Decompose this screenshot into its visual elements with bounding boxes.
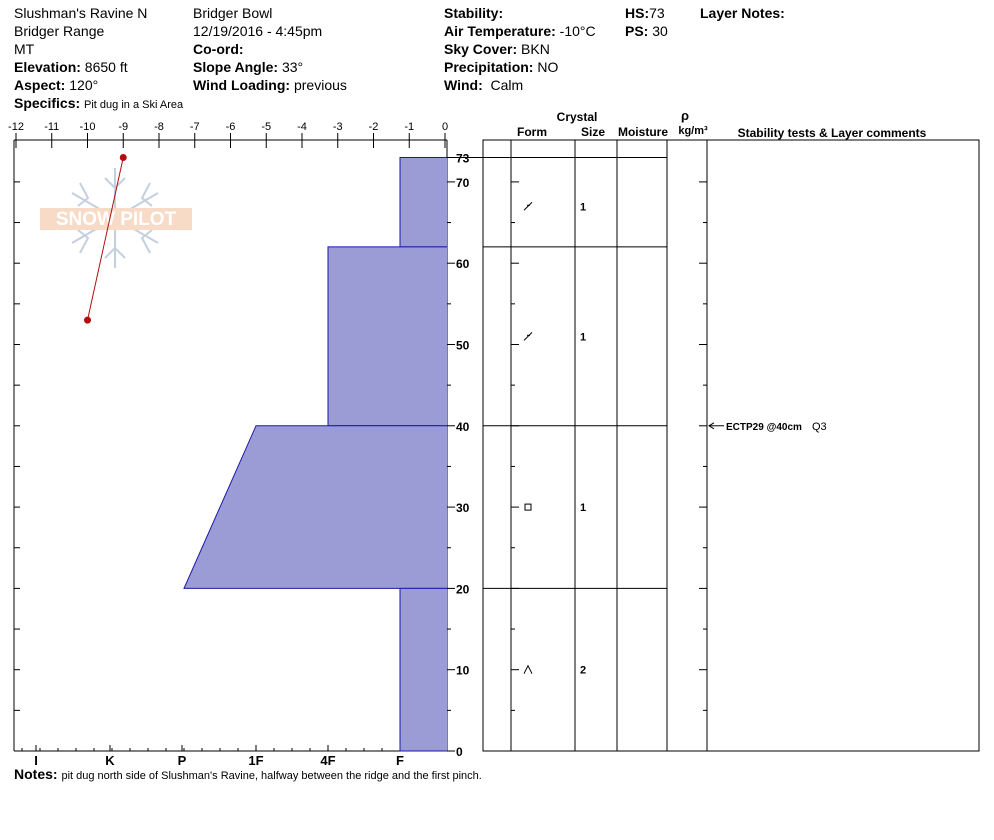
- ps-label: PS:: [625, 23, 649, 39]
- wind-value: Calm: [490, 77, 524, 93]
- hardness-tick-label: F: [396, 753, 404, 768]
- air-temp-value: -10°C: [559, 23, 596, 39]
- hardness-tick-label: I: [34, 753, 38, 768]
- temperature-point: [84, 317, 91, 324]
- temp-tick-label: -12: [8, 121, 24, 133]
- notes-label: Notes:: [14, 766, 58, 782]
- temp-tick-label: -2: [368, 121, 379, 133]
- layer-form-faceted-crystals: [525, 504, 531, 510]
- state: MT: [14, 41, 35, 57]
- temperature-line: [88, 158, 124, 321]
- hs-value: 73: [649, 5, 665, 21]
- temp-tick-label: -3: [332, 121, 343, 133]
- depth-tick-label: 60: [456, 257, 470, 272]
- moisture-header: Moisture: [617, 125, 669, 139]
- sky-value: BKN: [521, 41, 550, 57]
- depth-tick-label: 73: [456, 151, 470, 166]
- wind-label: Wind:: [444, 77, 483, 93]
- temp-tick-label: -5: [261, 121, 272, 133]
- test-quality: Q3: [812, 420, 827, 433]
- area: Bridger Bowl: [193, 5, 273, 21]
- temp-tick-label: -7: [189, 121, 200, 133]
- temp-tick-label: -9: [118, 121, 129, 133]
- precip-value: NO: [537, 59, 559, 75]
- layer-size: 1: [580, 331, 587, 344]
- rho-header: ρ: [680, 108, 690, 123]
- coord-label: Co-ord:: [193, 41, 244, 57]
- hardness-layer: [400, 158, 447, 247]
- form-slash: [524, 332, 532, 340]
- form-caret: [524, 666, 532, 674]
- crystal-header: Crystal: [556, 110, 598, 124]
- temp-tick-label: 0: [441, 121, 449, 133]
- temp-tick-label: -1: [404, 121, 415, 133]
- layer-size: 2: [580, 664, 587, 677]
- layer-size: 1: [580, 502, 587, 515]
- temp-tick-label: -11: [44, 121, 60, 133]
- hardness-layer: [328, 247, 447, 426]
- hardness-tick-label: 4F: [320, 753, 336, 768]
- temp-tick-label: -10: [79, 121, 96, 133]
- wind-loading-label: Wind Loading:: [193, 77, 291, 93]
- mountain-range: Bridger Range: [14, 23, 105, 39]
- comments-header: Stability tests & Layer comments: [737, 126, 927, 140]
- form-slash: [524, 202, 532, 210]
- size-header: Size: [580, 125, 606, 139]
- depth-tick-label: 0: [456, 745, 463, 759]
- stability-label: Stability:: [444, 5, 504, 21]
- hardness-layer: [184, 426, 447, 589]
- slope-value: 33°: [281, 59, 304, 75]
- depth-tick-label: 10: [456, 663, 470, 678]
- temperature-point: [120, 154, 127, 161]
- temp-tick-label: -8: [154, 121, 164, 133]
- form-square: [525, 504, 531, 510]
- depth-tick-label: 20: [456, 582, 470, 597]
- logo-text: SNOW PILOT: [55, 209, 177, 230]
- depth-tick-label: 40: [456, 419, 470, 434]
- depth-tick-label: 70: [456, 175, 470, 190]
- specifics-value: Pit dug in a Ski Area: [84, 99, 184, 111]
- layer-notes-label: Layer Notes:: [700, 5, 785, 21]
- hardness-layer: [400, 588, 447, 751]
- depth-tick-label: 30: [456, 501, 470, 516]
- hardness-profile: [184, 158, 447, 752]
- layer-form-decomposing-fragments: [524, 332, 532, 340]
- temp-tick-label: -6: [225, 121, 236, 133]
- density-unit-header: kg/m³: [678, 125, 708, 137]
- hardness-tick-label: 1F: [248, 753, 264, 768]
- datetime: 12/19/2016 - 4:45pm: [193, 23, 323, 39]
- notes-text: pit dug north side of Slushman's Ravine, halfway between the ridge and the first pinch.: [61, 770, 482, 782]
- air-temp-label: Air Temperature:: [444, 23, 556, 39]
- layer-table: [483, 108, 979, 751]
- table-border: [483, 140, 979, 751]
- precip-label: Precipitation:: [444, 59, 534, 75]
- layer-size: 1: [580, 201, 587, 214]
- location: Slushman's Ravine N: [14, 5, 148, 21]
- test-result: ECTP29 @40cm: [726, 421, 802, 433]
- aspect-value: 120°: [69, 77, 99, 93]
- layer-form-depth-hoar: [524, 666, 532, 674]
- snowpilot-logo: [40, 168, 192, 268]
- depth-tick-label: 50: [456, 338, 470, 353]
- form-header: Form: [517, 125, 547, 139]
- ps-value: 30: [652, 23, 668, 39]
- layer-form-decomposing-fragments: [524, 202, 532, 210]
- sky-label: Sky Cover:: [444, 41, 518, 57]
- aspect-label: Aspect:: [14, 77, 66, 93]
- specifics-label: Specifics:: [14, 95, 81, 111]
- wind-loading-value: previous: [293, 77, 347, 93]
- slope-label: Slope Angle:: [193, 59, 279, 75]
- temp-tick-label: -4: [297, 121, 307, 133]
- hardness-tick-label: P: [177, 753, 187, 768]
- elevation-value: 8650 ft: [84, 59, 128, 75]
- hs-label: HS:: [625, 5, 650, 21]
- elevation-label: Elevation:: [14, 59, 81, 75]
- hardness-tick-label: K: [105, 753, 115, 768]
